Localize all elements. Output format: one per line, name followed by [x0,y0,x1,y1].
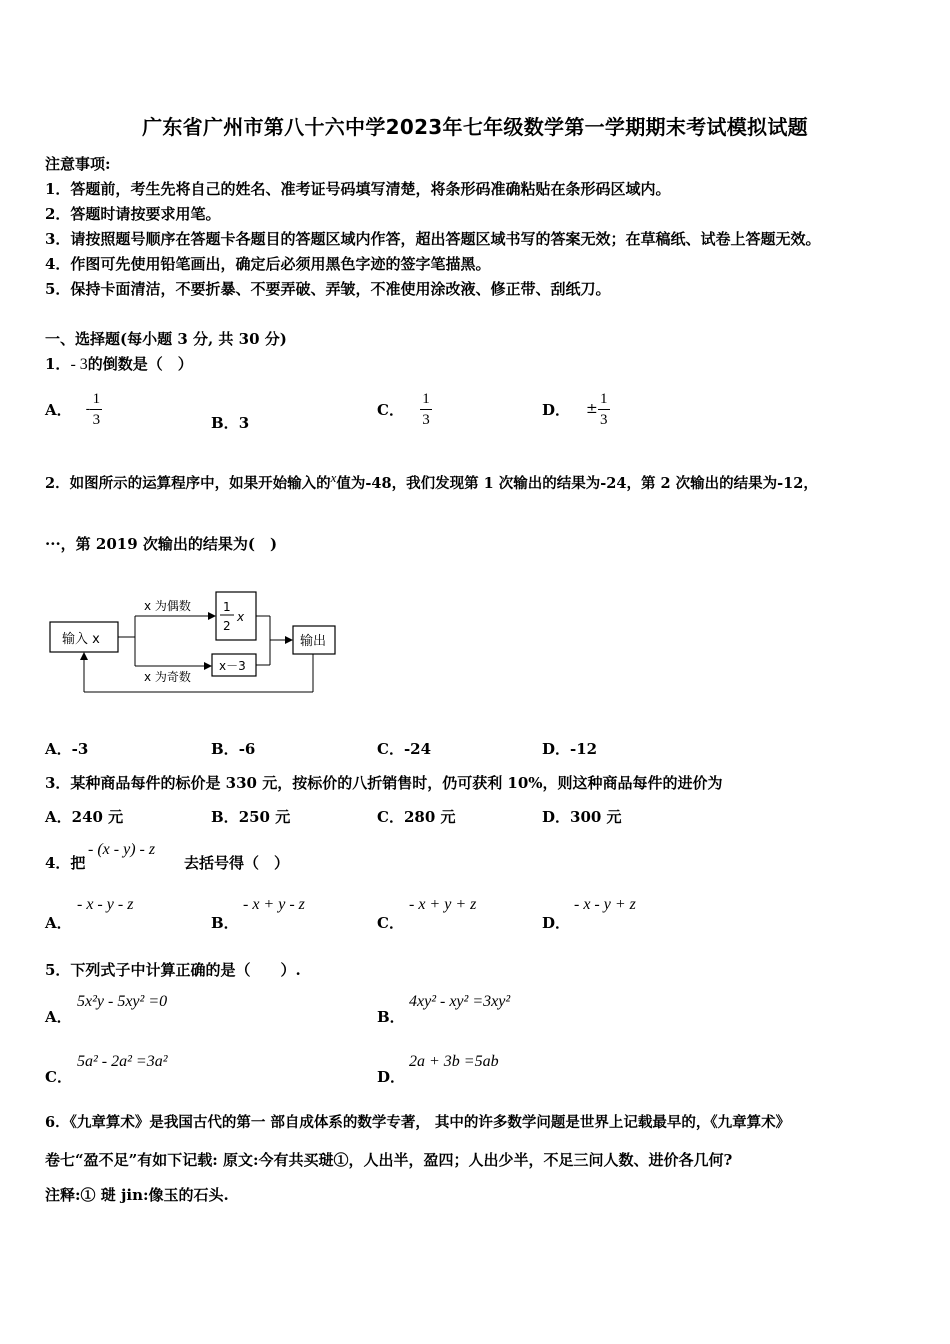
option-b-letter[interactable]: B． [377,1008,405,1026]
notice-heading: 注意事项: [45,155,111,173]
option-c-letter[interactable]: C． [45,1068,72,1086]
option-letter: C． [377,400,404,419]
option-b[interactable] [211,738,255,759]
option-value: 280 元 [403,808,456,826]
half-denominator: 2 [223,619,231,633]
question-3: 3．某种商品每件的标价是 330 元，按标价的八折销售时，仍可获利 10%，则这种商品每件的进价为 [45,774,723,792]
option-d[interactable] [542,806,622,827]
option-d-value: 2a + 3b =5ab [409,1053,499,1070]
option-value: -6 [238,740,256,758]
sign: - [85,401,91,417]
numerator: 1 [422,390,430,407]
option-a-letter[interactable]: A． [45,1008,72,1026]
question-text: 值为-48，我们发现第 1 次输出的结果为-24，第 2 次输出的结果为-12， [336,474,818,492]
option-letter: A． [45,808,72,826]
option-a[interactable] [45,806,123,827]
question-4-suffix: 去括号得（ ） [184,854,290,872]
notice-item: 2．答题时请按要求用笔。 [45,205,221,223]
option-a-letter[interactable]: A． [45,914,72,932]
option-letter: D． [542,740,571,758]
question-number: 1． [45,355,71,373]
option-d[interactable] [542,738,597,759]
question-text: 2．如图所示的运算程序中，如果开始输入的 [45,474,331,492]
option-letter: C． [377,808,404,826]
option-letter: A． [45,740,72,758]
option-c-value: - x + y + z [409,896,477,913]
option-d[interactable] [542,386,610,432]
output-label: 输出 [300,634,327,649]
option-b[interactable] [211,412,249,433]
numerator: 1 [92,390,101,407]
option-value: -12 [570,740,598,758]
sign: ± [586,401,598,417]
question-2-line2: ···，第 2019 次输出的结果为( ) [45,535,278,553]
question-1 [45,353,193,374]
half-box [216,592,256,640]
option-letter: B． [211,808,239,826]
odd-label: x 为奇数 [144,670,191,684]
notice-item: 5．保持卡面清洁，不要折暴、不要弄破、弄皱，不准使用涂改液、修正带、刮纸刀。 [45,280,611,298]
option-a[interactable] [45,738,88,759]
notice-item: 1．答题前，考生先将自己的姓名、准考证号码填写清楚，将条形码准确粘贴在条形码区域内。 [45,180,671,198]
fraction [90,390,102,429]
option-value: -24 [403,740,432,758]
option-a-value: 5x²y - 5xy² =0 [77,993,168,1010]
option-letter: D． [542,400,571,419]
option-value: 300 元 [570,808,622,826]
option-value: 3 [238,414,250,432]
question-6-line1: 6．《九章算术》是我国古代的第一 部自成体系的数学专著， 其中的许多数学问题是世界上记载最早的，《九章算术》 [45,1114,791,1131]
option-c[interactable] [377,806,456,827]
numerator: 1 [600,390,608,407]
option-a[interactable] [45,386,102,432]
option-letter: B． [211,414,239,432]
section-heading: 一、选择题(每小题 3 分, 共 30 分) [45,330,287,348]
option-c-value: 5a² - 2a² =3a² [77,1053,168,1070]
option-c-letter[interactable]: C． [377,914,404,932]
math-expression: - (x - y) - z [88,841,156,858]
option-value: 250 元 [238,808,291,826]
denominator: 3 [600,411,608,428]
question-4-prefix: 4．把 [45,854,86,872]
option-b-letter[interactable]: B． [211,914,239,932]
option-letter: B． [211,740,239,758]
fraction [598,390,610,429]
half-numerator: 1 [223,600,231,614]
minus3-label: x－3 [219,659,246,673]
option-a-value: - x - y - z [77,896,134,913]
even-label: x 为偶数 [144,599,191,613]
option-letter: D． [542,808,571,826]
option-b[interactable] [211,806,290,827]
fraction [420,390,432,429]
option-c[interactable] [377,386,432,432]
option-letter: A． [45,400,72,419]
question-2 [45,470,818,493]
option-c[interactable] [377,738,431,759]
question-5: 5．下列式子中计算正确的是（ ）. [45,961,301,979]
input-label: 输入 x [62,632,100,647]
notice-item: 3．请按照题号顺序在答题卡各题目的答题区域内作答，超出答题区域书写的答案无效；在草稿纸、试卷上答题无效。 [45,230,821,248]
page-title: 广东省广州市第八十六中学2023年七年级数学第一学期期末考试模拟试题 [142,115,808,139]
option-letter: C． [377,740,404,758]
math-expression: - 3 [70,356,88,373]
question-text: 的倒数是（ ） [87,355,193,373]
flowchart-diagram [44,586,344,696]
question-6-line2: 卷七“盈不足”有如下记载: 原文:今有共买琎①，人出半，盈四；人出少半，不足三问人数、进价各几何? [45,1151,733,1169]
option-value: 240 元 [71,808,124,826]
option-b-value: 4xy² - xy² =3xy² [409,993,511,1010]
option-d-value: - x - y + z [574,896,636,913]
option-d-letter[interactable]: D． [542,914,571,932]
option-b-value: - x + y - z [243,896,305,913]
question-6-note: 注释:① 琎 jin:像玉的石头. [45,1186,229,1204]
option-value: -3 [71,740,89,758]
notice-item: 4．作图可先使用铅笔画出，确定后必须用黑色字迹的签字笔描黑。 [45,255,491,273]
half-variable: x [237,610,245,624]
denominator: 3 [92,411,101,428]
option-d-letter[interactable]: D． [377,1068,406,1086]
denominator: 3 [422,411,430,428]
variable: x [330,470,337,485]
